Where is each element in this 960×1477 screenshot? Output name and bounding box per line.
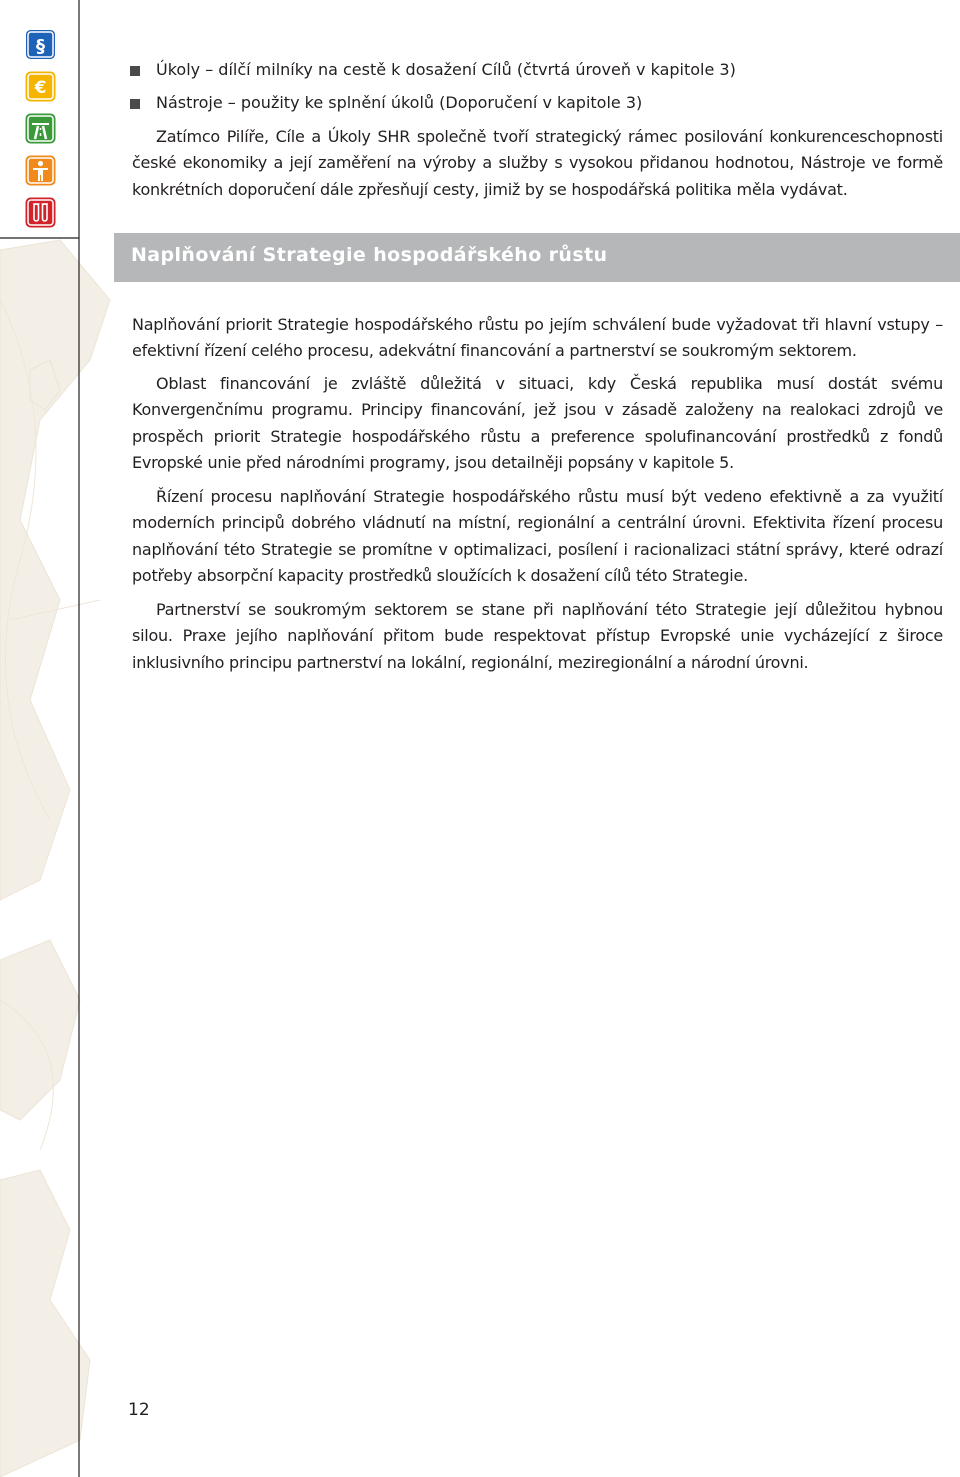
list-item — [130, 90, 944, 123]
highway-icon — [25, 113, 56, 144]
person-icon — [25, 155, 56, 186]
square-bullet-icon — [130, 99, 140, 109]
list-item — [130, 57, 944, 90]
square-bullet-icon — [130, 66, 140, 76]
section-paragraph: Řízení procesu naplňování Strategie hospodářského růstu musí být vedeno efektivně a za využití moderních principů dobrého vládnutí na místní, regionální a centrální úrovni. Efektivita řízení procesu naplňování této Strategie se promítne v optimalizaci, posílení i racionalizaci státní správy, které odrazí potřeby absorpční kapacity prostředků sloužících k dosažení cílů této Strategie. — [132, 487, 943, 585]
test-tubes-icon — [25, 197, 56, 228]
section-paragraph: Oblast financování je zvláště důležitá v situaci, kdy Česká republika musí dostát svému Konvergenčnímu programu. Principy financování, jež jsou v zásadě založeny na realokaci zdrojů ve prospěch priorit Strategie hospodářského růstu a preference spolufinancování prostředků z fondů Evropské unie před národními programy, jsou detailněji popsány v kapitole 5. — [132, 374, 943, 472]
list-item-text: Nástroje – použity ke splnění úkolů (Doporučení v kapitole 3) — [156, 93, 643, 112]
intro-paragraph: Zatímco Pilíře, Cíle a Úkoly SHR společně tvoří strategický rámec posilování konkurenceschopnosti české ekonomiky a její zaměření na výroby a služby s vysokou přidanou hodnotou, Nástroje ve formě konkrétních doporučení dále zpřesňují cesty, jimiž by se hospodářská politika měla vydávat. — [132, 127, 943, 199]
bullet-list — [130, 57, 944, 123]
paragraph-icon — [25, 29, 56, 60]
list-item-text: Úkoly – dílčí milníky na cestě k dosažení Cílů (čtvrtá úroveň v kapitole 3) — [156, 60, 736, 79]
section-heading-bar — [114, 233, 960, 282]
section-paragraph: Naplňování priorit Strategie hospodářského růstu po jejím schválení bude vyžadovat tři hlavní vstupy – efektivní řízení celého procesu, adekvátní financování a partnerství se soukromým sektorem. — [132, 315, 943, 361]
section-heading: Naplňování Strategie hospodářského růstu — [131, 244, 608, 266]
page-number: 12 — [128, 1400, 150, 1420]
svg-text:§: § — [36, 36, 45, 57]
section-paragraph: Partnerství se soukromým sektorem se stane při naplňování této Strategie její důležitou hybnou silou. Praxe jejího naplňování přitom bude respektovat přístup Evropské unie vycházející z široce inklusivního principu partnerství na lokální, regionální, meziregionální a národní úrovni. — [132, 600, 943, 672]
euro-icon — [25, 71, 56, 102]
svg-text:€: € — [34, 78, 47, 98]
